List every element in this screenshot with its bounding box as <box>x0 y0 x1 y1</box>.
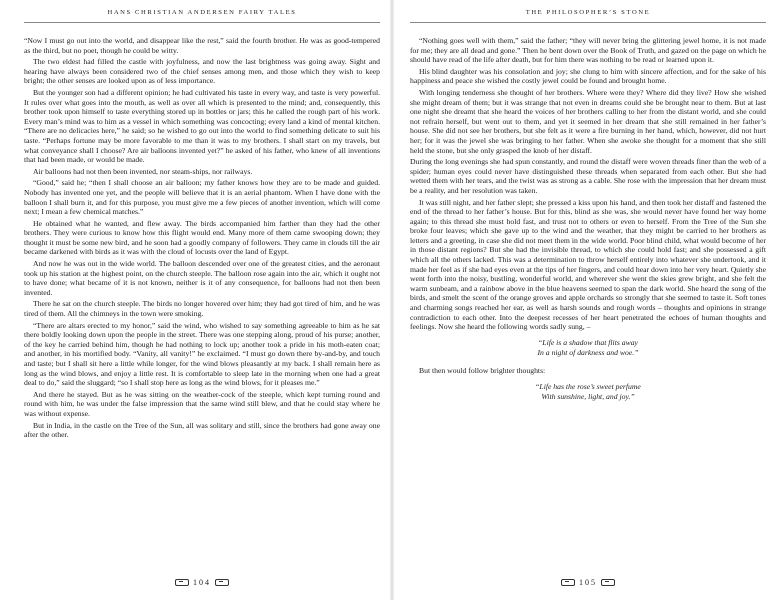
paragraph: And now he was out in the wide world. The balloon descended over one of the greatest cities, and the aeronaut took up his station at the highest point, on the church steeple. The balloon rose again into the air, which it ought not to have done; what became of it is not known, neither is it of any consequence, for balloons had not then been invented. <box>24 259 380 297</box>
header-rule <box>24 22 380 23</box>
page-footer <box>410 578 766 587</box>
page-number: 104 <box>193 578 211 587</box>
ornament-icon <box>215 579 229 586</box>
book-gutter <box>390 0 394 600</box>
poem-verse <box>410 338 766 358</box>
paragraph: “Good,” said he; “then I shall choose an air balloon; my father knows how they are to be made and guided. Nobody has invented one yet, and the people will believe that it is an aerial phantom. When I have done with the balloon I shall burn it, and for this purpose, you must give me a few pieces of another invention, which will come next; I mean a few chemical matches.” <box>24 178 380 217</box>
poem-line: In a night of darkness and woe.” <box>537 347 639 357</box>
paragraph: With longing tenderness she thought of her brothers. Where were they? Where did they live? How she wished she might dream of them; but it was strange that not even in dreams could she be brought near to them. But at last one night she dreamt that she heard the voices of her brothers calling to her from the distant world, and she could not refrain herself, but went out to them, and yet it seemed in her dream that she still remained in her father’s house. She did not see her brothers, but she felt as it were a fire burning in her hand, which, however, did not hurt her; for it was the jewel she was bringing to her father. When she awoke she thought for a moment that she still held the stone, but she only grasped the knob of her distaff. <box>410 87 766 155</box>
paragraph: But then would follow brighter thoughts: <box>419 366 546 376</box>
left-page <box>24 0 380 600</box>
page-number: 105 <box>579 578 597 587</box>
paragraph: Air balloons had not then been invented, nor steam-ships, nor railways. <box>33 166 253 176</box>
page-footer <box>24 578 380 587</box>
poem-verse <box>410 382 766 402</box>
paragraph: “There are altars erected to my honor,” said the wind, who wished to say something agreeable to him as he sat there boldly looking down upon the people in the street. There was one stepping along, proud of his purse; another, of the key he carried behind him, though he had nothing to lock up; another took a pride in his moth-eaten coat; and another, in his mortified body. “Vanity, all vanity!” he exclaimed. “I must go down there by-and-by, and touch and taste; but I shall sit here a little while longer, for the wind blows pleasantly at my back. I shall remain here as long as the wind blows, and enjoy a little rest. It is comfortable to sleep late in the morning when one had a great deal to do,” said the sluggard; “so I shall stop here as long as the wind blows, for it pleases me.” <box>24 320 380 388</box>
paragraph: “Now I must go out into the world, and disappear like the rest,” said the fourth brother. He was as good-tempered as the third, but no poet, though he could be witty. <box>24 36 380 55</box>
ornament-icon <box>175 579 189 586</box>
paragraph: The two eldest had filled the castle with joyfulness, and now the last brightness was going away. Sight and hearing have always been considered two of the chief senses among men, and those which they wish to keep bright; the other senses are looked upon as of less importance. <box>24 57 380 86</box>
paragraph: “Nothing goes well with them,” said the father; “they will never bring the glittering jewel home, it is not made for me; they are all dead and gone.” Then he bent down over the Book of Truth, and gazed on the page on which he should have read of the life after death, but for him there was nothing to be read or learned upon it. <box>410 36 766 65</box>
paragraph: But the younger son had a different opinion; he had cultivated his taste in every way, and taste is very powerful. It rules over what goes into the mouth, as well as over all which is presented to the mind; and, consequently, this brother took upon himself to taste everything stored up in bottles or jars; this he called the rough part of his work. Every man’s mind was to him as a vessel in which something was concocting; every land a kind of mental kitchen. “There are no delicacies here,” he said; so he wished to go out into the world to find something delicate to suit his taste. “Perhaps fortune may be more favorable to me than it was to my brothers. I shall start on my travels, but what conveyance shall I choose? Are air balloons invented yet?” he asked of his father, who knew of all inventions that had been made, or would be made. <box>24 87 380 165</box>
paragraph: But in India, in the castle on the Tree of the Sun, all was solitary and still, since the brothers had gone away one after the other. <box>24 420 380 440</box>
ornament-icon <box>601 579 615 586</box>
ornament-icon <box>561 579 575 586</box>
paragraph: There he sat on the church steeple. The birds no longer hovered over him; they had got tired of him, and he was tired of them. All the chimneys in the town were smoking. <box>24 299 380 319</box>
header-rule <box>410 22 766 23</box>
right-page <box>410 0 766 600</box>
poem-line: “Life is a shadow that flits away <box>538 337 638 347</box>
page-body <box>24 36 380 442</box>
running-header: HANS CHRISTIAN ANDERSEN FAIRY TALES <box>107 9 297 16</box>
paragraph: He obtained what he wanted, and flew away. The birds accompanied him farther than they had the other brothers. They were curious to know how this flight would end. Many more of them came swooping down; they thought it must be some new bird, and he soon had a goodly company of followers. They came in clouds till the air became darkened with birds as it was with the cloud of locusts over the land of Egypt. <box>24 218 380 257</box>
page-body <box>410 36 766 411</box>
poem-line: “Life has the rose’s sweet perfume <box>535 382 641 391</box>
running-header: THE PHILOSOPHER’S STONE <box>525 9 651 16</box>
paragraph: During the long evenings she had spun constantly, and round the distaff were woven threads finer than the web of a spider; human eyes could never have distinguished these threads when separated from each other. But she had wetted them with her tears, and the twist was as strong as a cable. She rose with the impression that her dream must be a reality, and her resolution was taken. <box>410 157 766 195</box>
paragraph: It was still night, and her father slept; she pressed a kiss upon his hand, and then took her distaff and fastened the end of the thread to her father’s house. But for this, blind as she was, she would never have found her way home again; to this thread she must hold fast, and trust not to others or even to herself. From the Tree of the Sun she broke four leaves; which she gave up to the wind and the weather, that they might be carried to her brothers as letters and a greeting, in case she did not meet them in the wide world. Poor blind child, what would become of her in those distant regions? But she had the invisible thread, to which she could hold fast; and she possessed a gift which all the others lacked. This was a determination to throw herself entirely into whatever she undertook, and it made her feel as if she had eyes even at the tips of her fingers, and could hear down into her very heart. Quietly she went forth into the noisy, bustling, wonderful world, and wherever she went the skies grew bright, and she felt the warm sunbeam, and a rainbow above in the blue heavens seemed to span the dark world. She heard the song of the birds, and smelt the scent of the orange groves and apple orchards so strongly that she seemed to taste it. Soft tones and charming songs reached her ear, as well as harsh sounds and rough words – thoughts and opinions in strange contradiction to each other. Into the deepest recesses of her heart penetrated the echoes of human thoughts and feelings. Now she heard the following words sadly sung, – <box>410 197 766 332</box>
paragraph: His blind daughter was his consolation and joy; she clung to him with sincere affection, and for the sake of his happiness and peace she wished the costly jewel could be found and brought home. <box>410 66 766 86</box>
paragraph: And there he stayed. But as he was sitting on the weather-cock of the steeple, which kept turning round and round with him, he was under the false impression that the same wind still blew, and that he could stay where he was without expense. <box>24 389 380 418</box>
poem-line: With sunshine, light, and joy.” <box>541 391 635 401</box>
